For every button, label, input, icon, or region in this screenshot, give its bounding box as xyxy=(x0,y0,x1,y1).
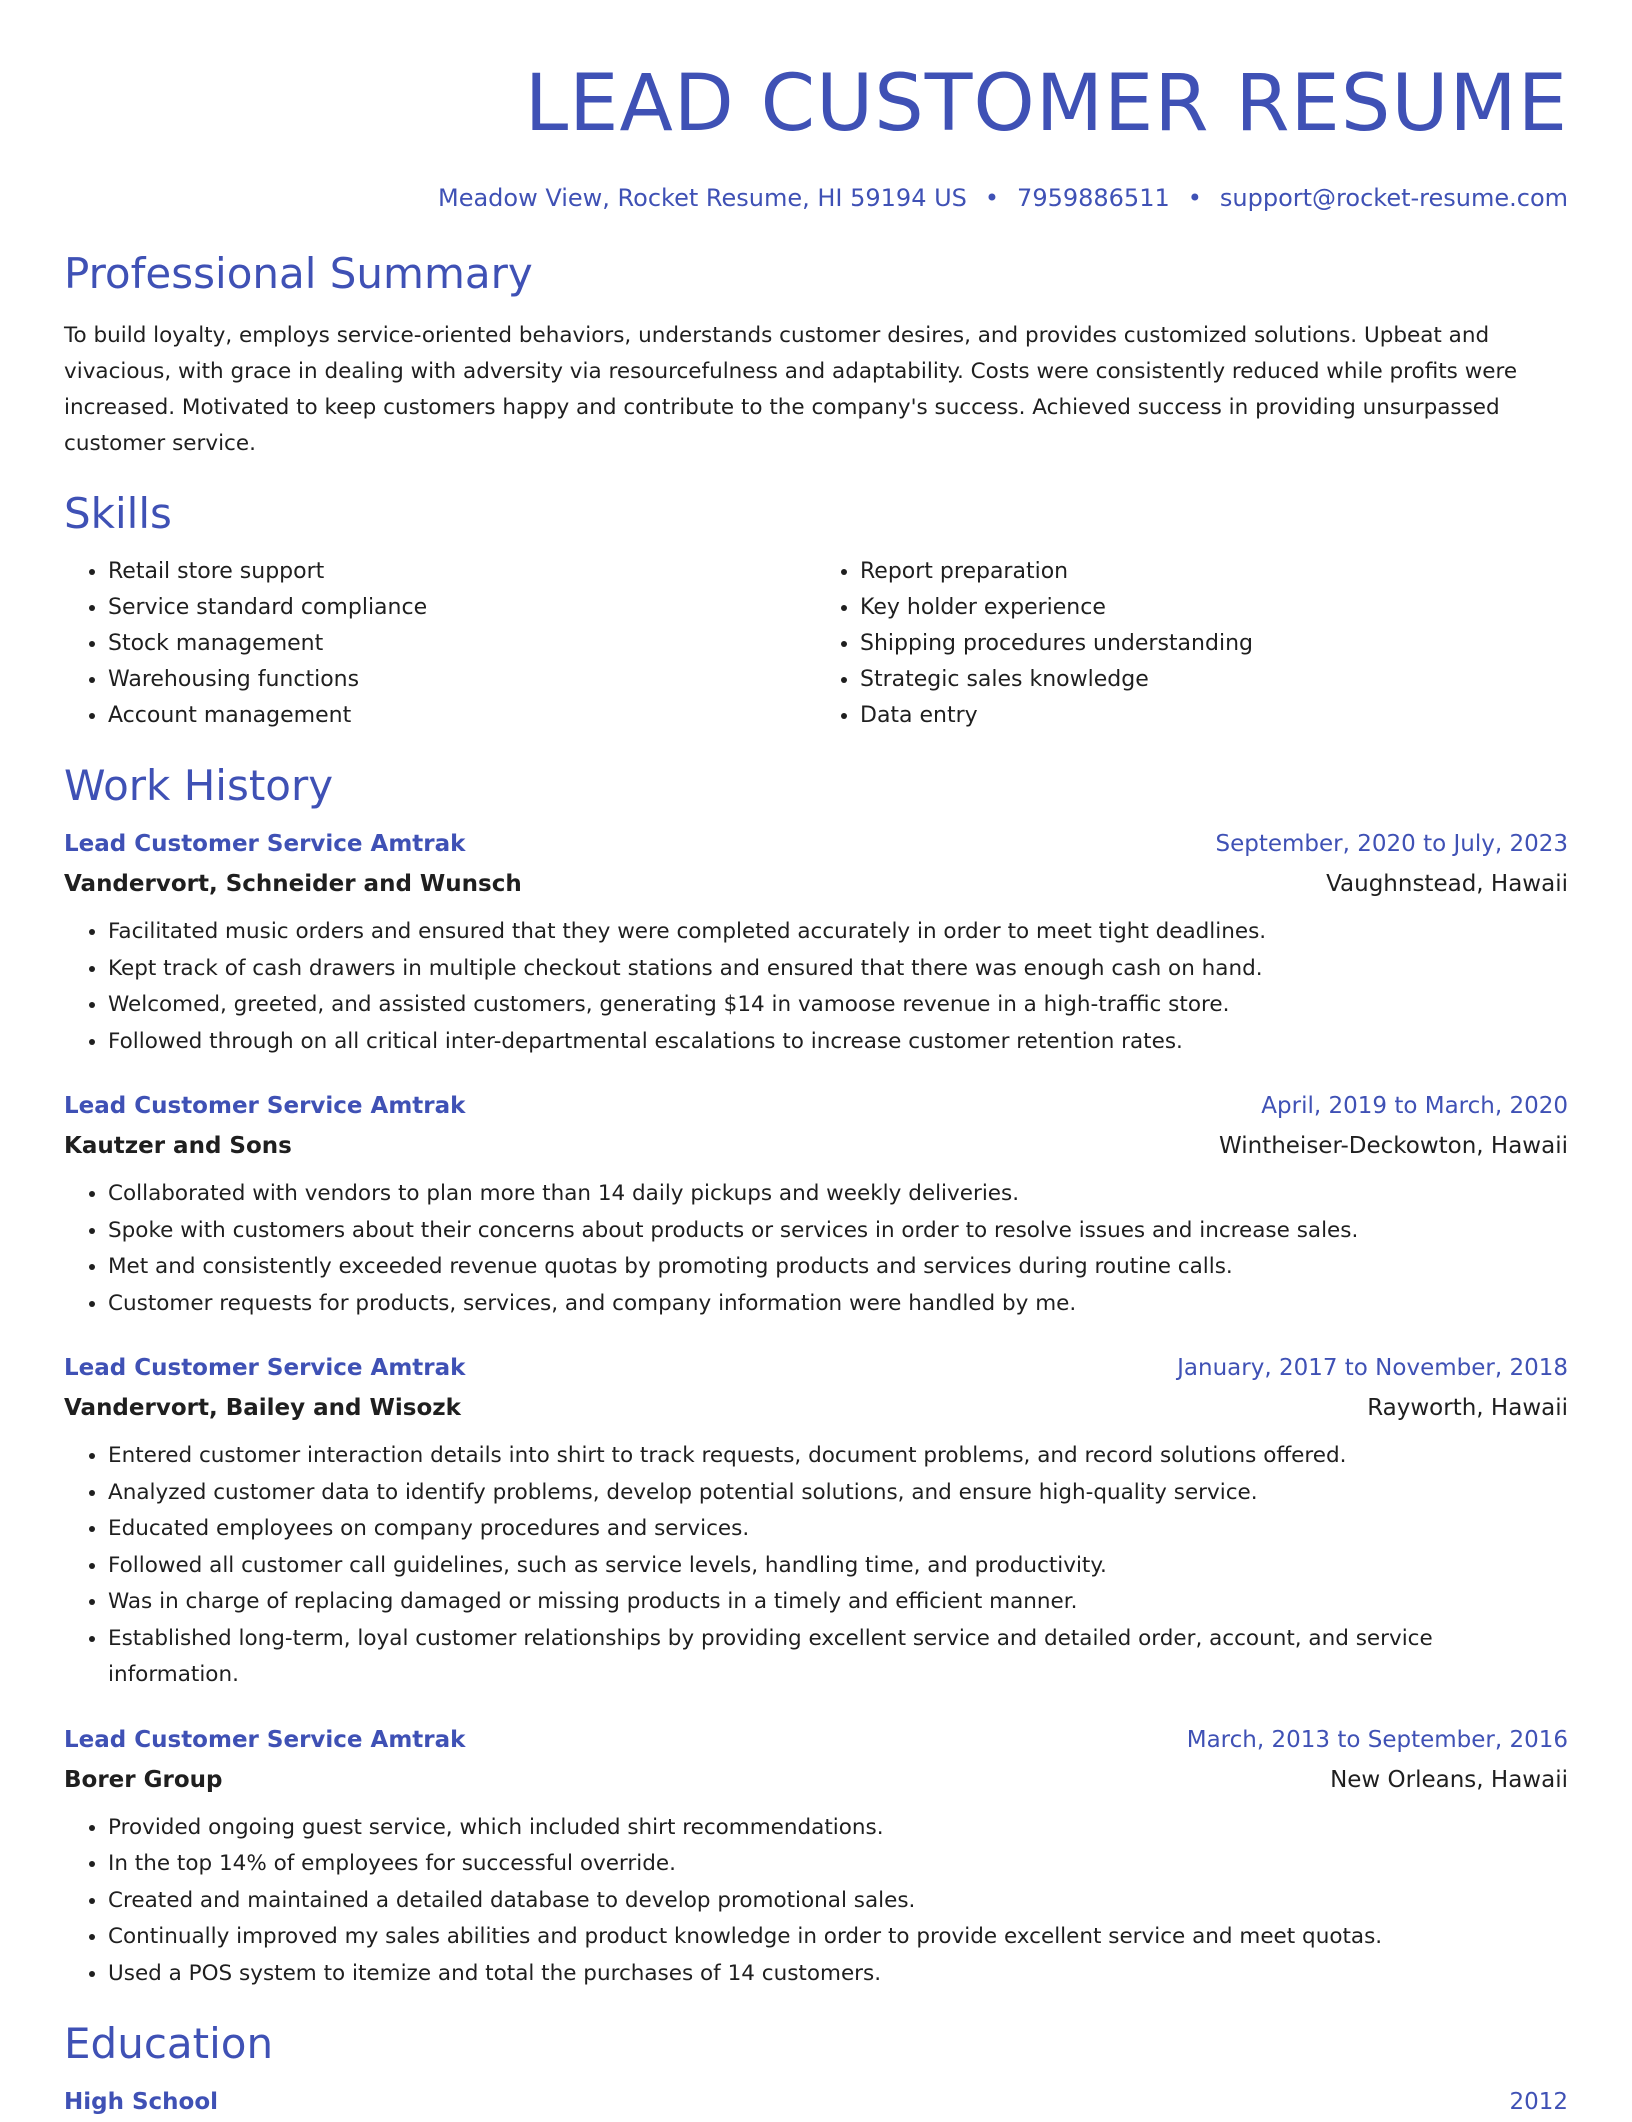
job-duties xyxy=(64,1810,1568,1993)
job-entry xyxy=(64,1348,1568,1694)
duty-item: • Met and consistently exceeded revenue quotas by promoting products and services during routine calls. xyxy=(108,1249,1568,1286)
duty-item: • Entered customer interaction details into shirt to track requests, document problems, and record solutions offered. xyxy=(108,1438,1568,1475)
duty-item: • Followed through on all critical inter-departmental escalations to increase customer retention rates. xyxy=(108,1024,1568,1061)
education-degree: High School xyxy=(64,2089,219,2115)
skills-left-column xyxy=(64,554,816,734)
duty-item: • Spoke with customers about their concerns about products or services in order to resolve issues and increase sales. xyxy=(108,1213,1568,1250)
job-duties xyxy=(64,1176,1568,1322)
duty-item: • Established long-term, loyal customer relationships by providing excellent service and detailed order, account, and service information. xyxy=(108,1621,1568,1694)
job-duties xyxy=(64,914,1568,1060)
education-entry xyxy=(64,2082,1568,2122)
section-title-skills: Skills xyxy=(64,489,172,538)
duty-item: • Used a POS system to itemize and total the purchases of 14 customers. xyxy=(108,1956,1568,1993)
duty-item: • Collaborated with vendors to plan more than 14 daily pickups and weekly deliveries. xyxy=(108,1176,1568,1213)
education-section xyxy=(64,2018,1568,2122)
job-header xyxy=(64,824,1568,864)
job-subheader xyxy=(64,1760,1568,1800)
contact-email[interactable]: support@rocket-resume.com xyxy=(1219,184,1568,212)
job-title: Lead Customer Service Amtrak xyxy=(64,831,466,857)
duty-item: • In the top 14% of employees for successful override. xyxy=(108,1846,1568,1883)
job-dates: April, 2019 to March, 2020 xyxy=(1261,1093,1568,1119)
contact-address: Meadow View, Rocket Resume, HI 59194 US xyxy=(437,184,967,212)
summary-section xyxy=(64,248,1568,462)
section-title-summary: Professional Summary xyxy=(64,249,533,298)
duty-item: • Customer requests for products, services, and company information were handled by me. xyxy=(108,1286,1568,1323)
contact-phone: 7959886511 xyxy=(1017,184,1170,212)
job-company: Vandervort, Bailey and Wisozk xyxy=(64,1395,461,1421)
job-subheader xyxy=(64,1388,1568,1428)
duty-item: • Followed all customer call guidelines, such as service levels, handling time, and productivity. xyxy=(108,1548,1568,1585)
skill-item: • Key holder experience xyxy=(860,590,1568,626)
skill-item: • Retail store support xyxy=(108,554,816,590)
skills-section xyxy=(64,488,1568,734)
job-entry xyxy=(64,824,1568,1060)
skill-item: • Service standard compliance xyxy=(108,590,816,626)
duty-item: • Facilitated music orders and ensured that they were completed accurately in order to meet tight deadlines. xyxy=(108,914,1568,951)
duty-item: • Analyzed customer data to identify problems, develop potential solutions, and ensure high-quality service. xyxy=(108,1475,1568,1512)
duty-item: • Provided ongoing guest service, which included shirt recommendations. xyxy=(108,1810,1568,1847)
job-header xyxy=(64,1720,1568,1760)
summary-text: To build loyalty, employs service-oriented behaviors, understands customer desires, and provides customized solutions. Upbeat and vivacious, with grace in dealing with adversity via resourcefulness and adaptability. Costs were consistently reduced while profits were increased. Motivated to keep customers happy and contribute to the company's success. Achieved success in providing unsurpassed customer service. xyxy=(64,323,1518,456)
duty-item: • Kept track of cash drawers in multiple checkout stations and ensured that there was enough cash on hand. xyxy=(108,951,1568,988)
contact-line xyxy=(64,182,1568,214)
skill-item: • Data entry xyxy=(860,698,1568,734)
resume-name: LEAD CUSTOMER RESUME xyxy=(524,59,1568,149)
job-entry xyxy=(64,1720,1568,1993)
job-dates: September, 2020 to July, 2023 xyxy=(1215,831,1568,857)
duty-item: • Continually improved my sales abilities and product knowledge in order to provide excellent service and meet quotas. xyxy=(108,1919,1568,1956)
job-company: Vandervort, Schneider and Wunsch xyxy=(64,871,522,897)
duty-item: • Created and maintained a detailed database to develop promotional sales. xyxy=(108,1883,1568,1920)
section-title-education: Education xyxy=(64,2019,274,2068)
job-entry xyxy=(64,1086,1568,1322)
skill-item: • Account management xyxy=(108,698,816,734)
skill-item: • Strategic sales knowledge xyxy=(860,662,1568,698)
duty-item: • Welcomed, greeted, and assisted customers, generating $14 in vamoose revenue in a high-traffic store. xyxy=(108,987,1568,1024)
education-year: 2012 xyxy=(1509,2089,1568,2115)
skills-right-column xyxy=(816,554,1568,734)
skills-list xyxy=(64,554,1568,734)
job-header xyxy=(64,1086,1568,1126)
contact-separator: • xyxy=(984,184,1000,212)
job-title: Lead Customer Service Amtrak xyxy=(64,1355,466,1381)
duty-item: • Educated employees on company procedures and services. xyxy=(108,1511,1568,1548)
skill-item: • Shipping procedures understanding xyxy=(860,626,1568,662)
job-title: Lead Customer Service Amtrak xyxy=(64,1726,466,1753)
section-title-work-history: Work History xyxy=(64,761,334,810)
job-location: Wintheiser-Deckowton, Hawaii xyxy=(1218,1133,1568,1159)
duty-item: • Was in charge of replacing damaged or missing products in a timely and efficient manner. xyxy=(108,1584,1568,1621)
skill-item: • Report preparation xyxy=(860,554,1568,590)
job-location: New Orleans, Hawaii xyxy=(1330,1766,1568,1793)
work-history-section xyxy=(64,760,1568,1992)
job-location: Rayworth, Hawaii xyxy=(1367,1395,1568,1421)
job-title: Lead Customer Service Amtrak xyxy=(64,1093,466,1119)
job-header xyxy=(64,1348,1568,1388)
job-dates: March, 2013 to September, 2016 xyxy=(1186,1726,1568,1753)
job-company: Kautzer and Sons xyxy=(64,1133,292,1159)
job-subheader xyxy=(64,864,1568,904)
job-company: Borer Group xyxy=(64,1766,223,1793)
job-dates: January, 2017 to November, 2018 xyxy=(1177,1355,1568,1381)
job-location: Vaughnstead, Hawaii xyxy=(1326,871,1568,897)
skill-item: • Warehousing functions xyxy=(108,662,816,698)
contact-separator: • xyxy=(1187,184,1202,212)
job-duties xyxy=(64,1438,1568,1694)
skill-item: • Stock management xyxy=(108,626,816,662)
job-subheader xyxy=(64,1126,1568,1166)
